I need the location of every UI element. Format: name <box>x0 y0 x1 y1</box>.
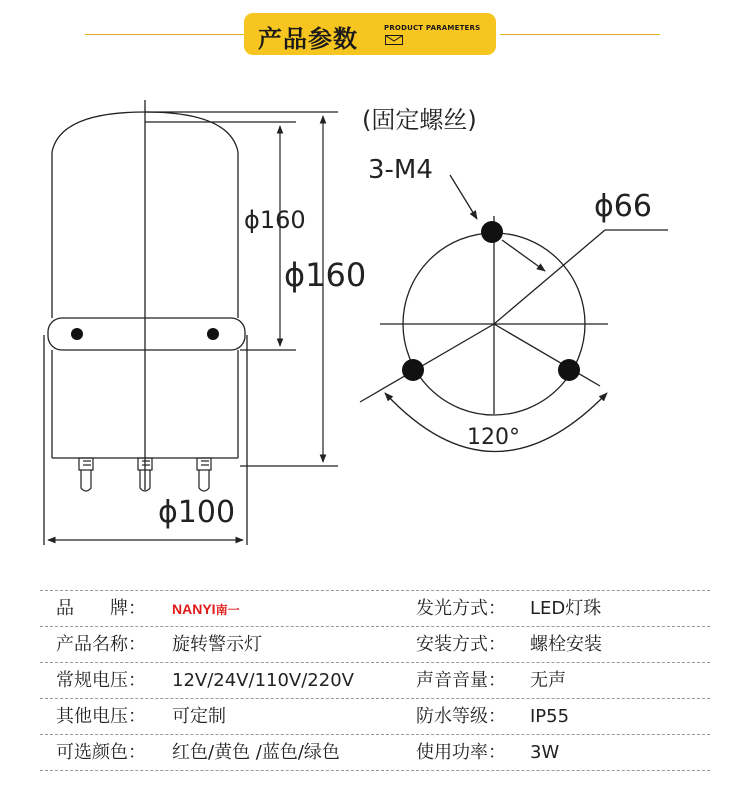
spec-value: 12V/24V/110V/220V <box>172 670 354 691</box>
brand-logo: NANYI南一 <box>172 601 240 617</box>
table-row <box>40 663 710 699</box>
inner-height-dimension <box>145 122 296 350</box>
spec-key: 其他电压： <box>56 706 146 727</box>
spec-value: LED灯珠 <box>530 598 602 619</box>
side-view <box>44 100 247 545</box>
header-rule-left <box>85 34 245 35</box>
header-rule-right <box>500 34 660 35</box>
dimension-drawing <box>0 70 750 580</box>
spec-key: 发光方式： <box>416 598 506 619</box>
spec-key: 可选颜色： <box>56 742 146 763</box>
mounting-holes-top <box>402 221 580 381</box>
header-subtitle: PRODUCT PARAMETERS <box>384 24 481 32</box>
spec-key: 防水等级： <box>416 706 506 727</box>
spec-value: 螺栓安装 <box>530 634 602 655</box>
spec-key: 使用功率： <box>416 742 506 763</box>
spec-value: 3W <box>530 742 560 763</box>
dim-total-height-label: ϕ160 <box>284 256 367 294</box>
spec-value: 红色/黄色 /蓝色/绿色 <box>172 742 340 763</box>
spec-key: 产品名称： <box>56 634 146 655</box>
screw-note: (固定螺丝) <box>362 106 477 134</box>
spec-key: 声音音量： <box>416 670 506 691</box>
spec-table <box>40 590 710 771</box>
section-header <box>0 0 750 70</box>
table-row <box>40 627 710 663</box>
spec-key: 品 牌： <box>56 598 146 619</box>
table-row <box>40 735 710 771</box>
spec-value: 旋转警示灯 <box>172 634 262 655</box>
dim-base-width-label: ϕ100 <box>158 495 236 530</box>
header-title: 产品参数 <box>258 25 358 53</box>
table-row <box>40 590 710 627</box>
spec-key: 常规电压： <box>56 670 146 691</box>
envelope-icon <box>385 35 403 45</box>
dim-inner-height-label: ϕ160 <box>244 206 306 234</box>
spec-key: 安装方式： <box>416 634 506 655</box>
dim-hole-circle-label: ϕ66 <box>594 189 652 224</box>
spec-value: 可定制 <box>172 706 226 727</box>
header-badge <box>244 13 496 55</box>
spec-value: 无声 <box>530 670 566 691</box>
spec-value: IP55 <box>530 706 570 727</box>
angle-label: 120° <box>467 425 520 450</box>
table-row <box>40 699 710 735</box>
screw-label: 3-M4 <box>368 155 433 185</box>
